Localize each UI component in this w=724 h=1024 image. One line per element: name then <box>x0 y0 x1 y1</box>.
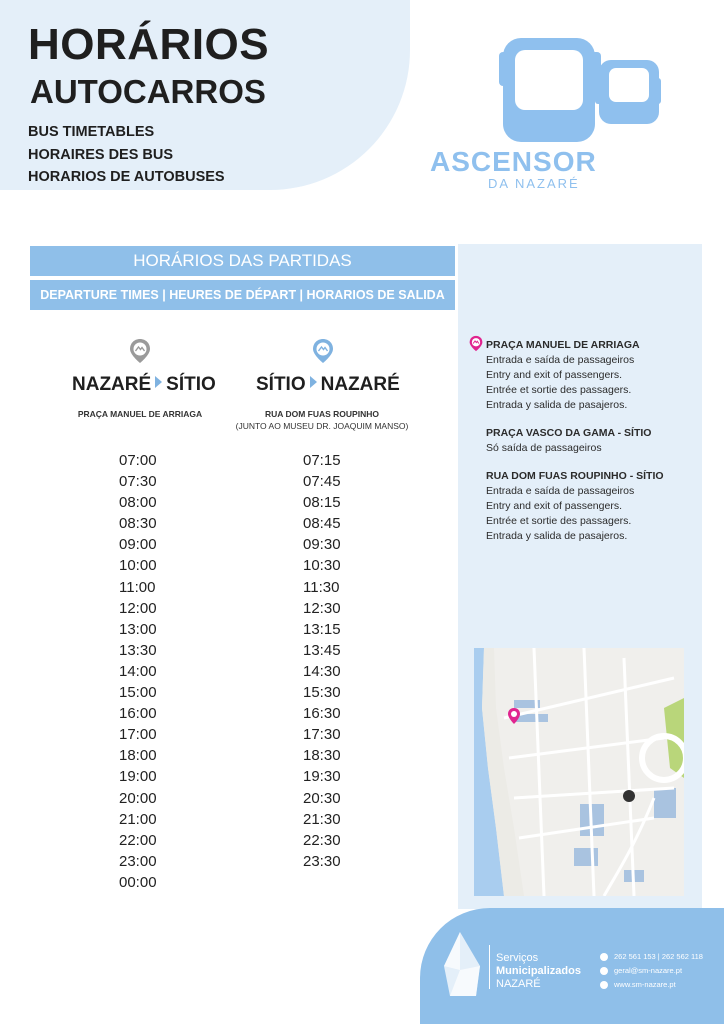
departure-time: 22:00 <box>119 831 157 849</box>
route-map[interactable] <box>474 648 684 896</box>
logo-wordmark: ASCENSOR <box>430 146 597 177</box>
footer-contacts <box>600 950 703 992</box>
stop-info-title: PRAÇA MANUEL DE ARRIAGA <box>486 339 640 351</box>
departure-time: 08:45 <box>303 515 341 533</box>
departure-time: 14:00 <box>119 662 157 680</box>
departure-time: 09:30 <box>303 536 341 554</box>
location-pin-icon <box>129 338 151 364</box>
footer-organization <box>496 952 581 991</box>
departure-time: 13:15 <box>303 620 341 638</box>
route-arrow-icon <box>155 376 162 388</box>
departures-subbanner: DEPARTURE TIMES | HEURES DE DÉPART | HORARIOS DE SALIDA <box>30 280 455 310</box>
departure-time: 10:30 <box>303 557 341 575</box>
route-from: NAZARÉ <box>72 374 152 395</box>
departure-time: 11:00 <box>119 578 156 596</box>
route-heading-sitio-nazare <box>256 374 400 396</box>
departure-time: 07:00 <box>119 452 157 469</box>
web-icon <box>600 981 608 989</box>
departure-time: 07:45 <box>303 473 341 491</box>
route-heading-nazare-sitio <box>72 374 216 396</box>
page-title: HORÁRIOS <box>28 20 270 69</box>
email-text: geral@sm-nazare.pt <box>614 966 683 975</box>
elevator-cabins-logo-icon <box>495 36 665 144</box>
departure-time: 21:30 <box>303 810 341 828</box>
route-arrow-icon <box>310 376 317 388</box>
map-graphic <box>474 648 684 896</box>
page-subtitle: AUTOCARROS <box>30 73 266 110</box>
departure-time: 07:15 <box>303 452 341 469</box>
footer-divider <box>489 945 490 989</box>
logo-subtitle: DA NAZARÉ <box>488 176 580 191</box>
departure-time: 20:00 <box>119 789 157 807</box>
location-pin-icon <box>469 335 483 352</box>
web-text: www.sm-nazare.pt <box>614 980 676 989</box>
stop-info-title: PRAÇA VASCO DA GAMA - SÍTIO <box>486 427 652 439</box>
departure-time: 16:30 <box>303 705 341 723</box>
location-pin-icon <box>312 338 334 364</box>
timetable-column-sitio-nazare <box>303 450 341 872</box>
departures-banner: HORÁRIOS DAS PARTIDAS <box>30 246 455 276</box>
contact-phone <box>600 950 703 964</box>
email-icon <box>600 967 608 975</box>
departure-time: 07:30 <box>119 473 157 491</box>
stop-info-line: Entry and exit of passengers. <box>486 500 622 512</box>
departure-time: 23:30 <box>303 852 341 870</box>
water-drop-logo-icon <box>440 930 482 1002</box>
departure-time: 17:00 <box>119 726 157 744</box>
stop-info-line: Só saída de passageiros <box>486 442 602 454</box>
departure-time: 16:00 <box>119 705 157 723</box>
phone-icon <box>600 953 608 961</box>
departure-time: 08:15 <box>303 494 341 512</box>
departure-time: 08:00 <box>119 494 157 512</box>
departure-time: 13:00 <box>119 620 157 638</box>
departure-time: 15:00 <box>119 684 157 702</box>
timetable-column-nazare-sitio <box>119 450 157 893</box>
stop-info-line: Entrada y salida de pasajeros. <box>486 530 628 542</box>
departure-time: 10:00 <box>119 557 157 575</box>
departure-time: 00:00 <box>119 873 157 891</box>
departure-time: 11:30 <box>303 578 340 596</box>
stop-info-line: Entrada e saída de passageiros <box>486 354 635 366</box>
departure-time: 14:30 <box>303 662 341 680</box>
stops-info <box>486 338 696 557</box>
departure-time: 19:00 <box>119 768 157 786</box>
stop-info-title: RUA DOM FUAS ROUPINHO - SÍTIO <box>486 470 664 482</box>
route-stop-note: (JUNTO AO MUSEU DR. JOAQUIM MANSO) <box>235 421 409 431</box>
departure-time: 15:30 <box>303 684 341 702</box>
route-stop-name: RUA DOM FUAS ROUPINHO <box>265 409 379 419</box>
departure-time: 12:30 <box>303 599 341 617</box>
phone-text: 262 561 153 | 262 562 118 <box>614 952 703 961</box>
title-translations <box>28 121 225 189</box>
title-line-es: HORARIOS DE AUTOBUSES <box>28 169 225 185</box>
stop-info-block <box>486 338 696 413</box>
org-line: NAZARÉ <box>496 978 541 990</box>
departure-time: 18:00 <box>119 747 157 765</box>
route-to: SÍTIO <box>166 374 216 395</box>
title-line-fr: HORAIRES DES BUS <box>28 146 174 163</box>
route-stop-name: PRAÇA MANUEL DE ARRIAGA <box>77 409 203 419</box>
stop-info-line: Entrée et sortie des passagers. <box>486 384 632 396</box>
departure-time: 18:30 <box>303 747 341 765</box>
stop-info-line: Entrada y salida de pasajeros. <box>486 399 628 411</box>
stop-info-block <box>486 426 696 456</box>
departure-time: 17:30 <box>303 726 341 744</box>
contact-email[interactable] <box>600 964 703 978</box>
stop-info-block <box>486 469 696 544</box>
departure-time: 19:30 <box>303 768 341 786</box>
title-line-en: BUS TIMETABLES <box>28 124 155 140</box>
org-line: Municipalizados <box>496 965 581 977</box>
departure-time: 21:00 <box>119 810 157 828</box>
stop-info-line: Entrada e saída de passageiros <box>486 485 635 497</box>
route-from: SÍTIO <box>256 374 306 395</box>
stop-info-line: Entry and exit of passengers. <box>486 369 622 381</box>
stop-info-line: Entrée et sortie des passagers. <box>486 515 632 527</box>
departure-time: 08:30 <box>119 515 157 533</box>
departure-time: 22:30 <box>303 831 341 849</box>
org-line: Serviços <box>496 952 539 964</box>
contact-web[interactable] <box>600 978 703 992</box>
departure-time: 13:30 <box>119 641 157 659</box>
departure-time: 13:45 <box>303 641 341 659</box>
departure-time: 23:00 <box>119 852 157 870</box>
route-to: NAZARÉ <box>320 374 400 395</box>
departure-time: 12:00 <box>119 599 157 617</box>
departure-time: 09:00 <box>119 536 157 554</box>
departure-time: 20:30 <box>303 789 341 807</box>
